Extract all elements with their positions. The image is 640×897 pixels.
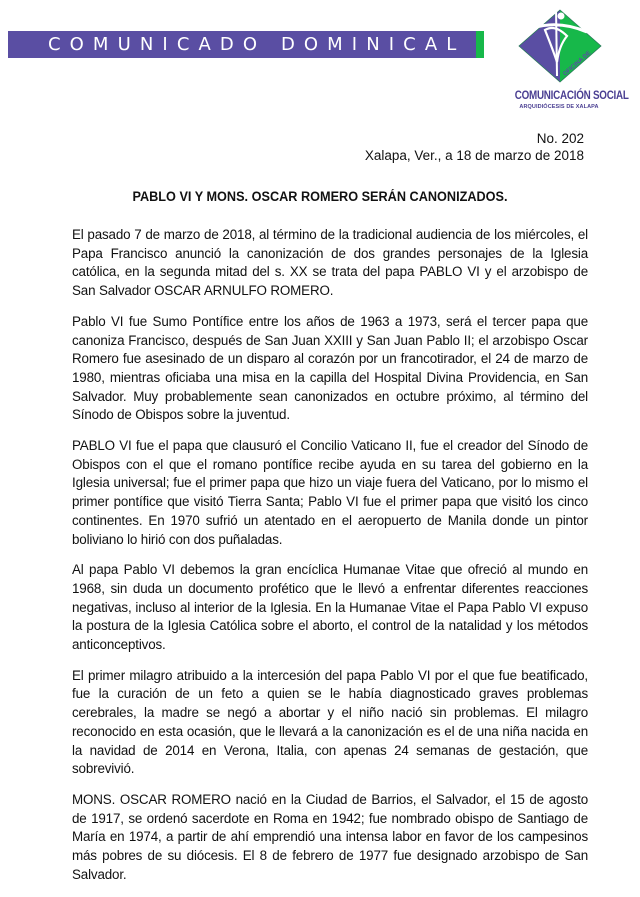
document-headline: PABLO VI Y MONS. OSCAR ROMERO SERÁN CANONIZADOS. [132,189,508,204]
paragraph-humanae-vitae: Al papa Pablo VI debemos la gran encíclica Humanae Vitae que ofreció al mundo en 1968, sin duda un documento profético que le llevó a enfrentar diferentes reacciones negativas, incluso al interior de la Iglesia. En la Humanae Vitae el Papa Pablo VI expuso la postura de la Iglesia Católica sobre el aborto, el control de la natalidad y los métodos anticonceptivos. [72,562,588,653]
logo-title: COMUNICACIÓN SOCIAL [514,88,629,102]
banner-title: COMUNICADO DOMINICAL [48,34,466,55]
logo-diamond-purple [519,10,560,82]
document-number: No. 202 [536,131,584,146]
paragraph-pablo-vi-achievements: PABLO VI fue el papa que clausuró el Concilio Vaticano II, fue el creador del Sínodo de Obispos con el que el romano pontífice recibe ayuda en su tarea del gobierno en la Iglesia universal; fue el primer papa que hizo un viaje fuera del Vaticano, por lo mismo el primer pontífice que visitó Tierra Santa; Pablo VI fue el primer papa que visitó los cinco continentes. En 1970 sufrió un atentado en el aeropuerto de Manila donde un pintor boliviano lo hirió con dos puñaladas. [72,438,588,547]
document-place-date: Xalapa, Ver., a 18 de marzo de 2018 [364,148,584,163]
banner-accent [476,31,484,58]
logo-subtitle: ARQUIDIÓCESIS DE XALAPA [519,104,599,110]
paragraph-announcement: El pasado 7 de marzo de 2018, al término de la tradicional audiencia de los miércoles, el Papa Francisco anunció la canonización de dos grandes personajes de la Iglesia católica, en la segunda mitad del s. XX se trata del papa PABLO VI y el arzobispo de San Salvador OSCAR ARNULFO ROMERO. [72,227,588,299]
diocese-cross-logo-icon [515,6,605,84]
logo-emblem-text: OFICINA DE [562,50,593,78]
logo-figure-head [558,13,565,20]
paragraph-oscar-romero: MONS. OSCAR ROMERO nació en la Ciudad de Barrios, el Salvador, el 15 de agosto de 1917, se ordenó sacerdote en Roma en 1942; fue nombrado obispo de Santiago de María en 1974, a partir de ahí emprendió una intensa labor en favor de los campesinos más pobres de su diócesis. El 8 de febrero de 1977 fue designado arzobispo de San Salvador. [72,791,588,882]
paragraph-pablo-vi-pontificate: Pablo VI fue Sumo Pontífice entre los años de 1963 a 1973, será el tercer papa que canoniza Francisco, después de San Juan XXIII y San Juan Pablo II; el arzobispo Oscar Romero fue asesinado de un disparo al corazón por un francotirador, el 24 de marzo de 1980, mientras oficiaba una misa en la capilla del Hospital Divina Providencia, en San Salvador. Muy probablemente sean canonizados en octubre próximo, al término del Sínodo de Obispos sobre la juventud. [72,313,588,423]
document-body [72,226,588,897]
paragraph-miracle: El primer milagro atribuido a la intercesión del papa Pablo VI por el que fue beatificado, fue la curación de un feto a quien se le había diagnosticado graves problemas cerebrales, la madre se negó a abortar y el niño nació sin problemas. El milagro reconocido en esta ocasión, que le llevará a la canonización es el de una niña nacida en la navidad de 2014 en Verona, Italia, con apenas 24 semanas de gestación, que sobrevivió. [72,667,588,777]
